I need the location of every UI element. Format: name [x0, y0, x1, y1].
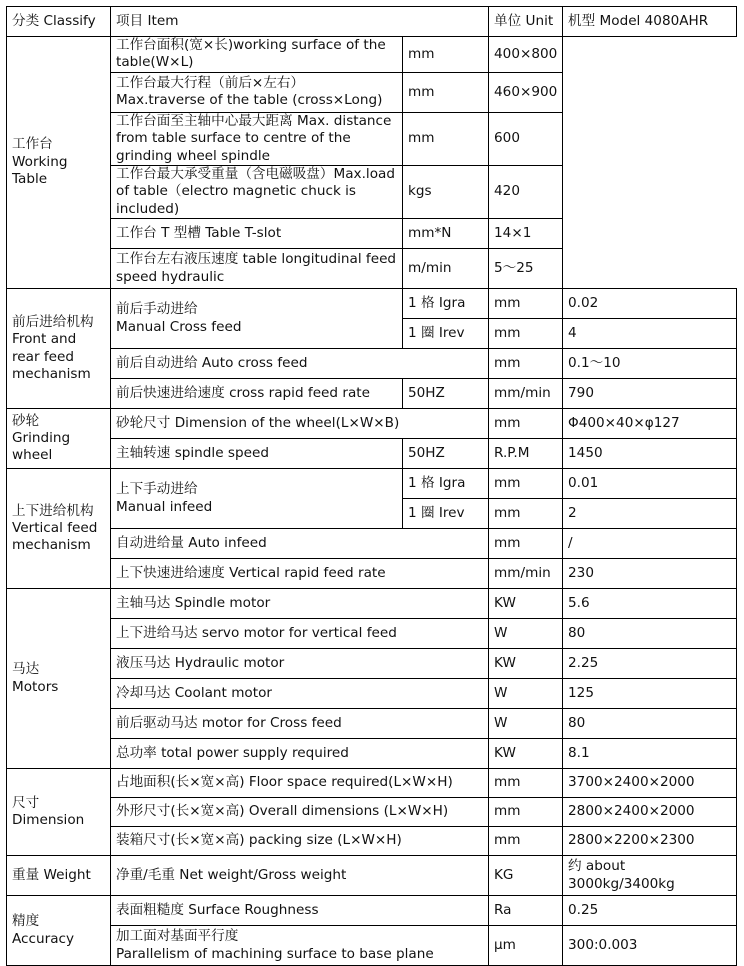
value-cell: 300:0.003: [563, 926, 737, 966]
item-cell: 工作台左右液压速度 table longitudinal feed speed hydraulic: [111, 249, 403, 289]
category-label: Table: [12, 171, 48, 188]
unit-cell: W: [489, 709, 563, 739]
category-label: mechanism: [12, 537, 91, 554]
category-label: 工作台: [12, 136, 53, 153]
table-row: [7, 619, 737, 649]
value-cell: 0.25: [563, 896, 737, 926]
unit-cell: R.P.M: [489, 439, 563, 469]
table-row: [7, 349, 737, 379]
table-row: [7, 439, 737, 469]
value-cell: 4: [563, 319, 737, 349]
unit-cell: W: [489, 619, 563, 649]
category-cell: [7, 469, 111, 589]
value-cell: 420: [489, 165, 563, 218]
table-row: [7, 827, 737, 856]
unit-cell: KW: [489, 649, 563, 679]
spec-sheet: [6, 6, 737, 966]
value-cell: 125: [563, 679, 737, 709]
table-row: [7, 589, 737, 619]
category-label: 上下进给机构: [12, 502, 94, 519]
category-cell: [7, 856, 111, 896]
table-row: [7, 249, 737, 289]
item-cell: 净重/毛重 Net weight/Gross weight: [111, 856, 489, 896]
item-cell: 液压马达 Hydraulic motor: [111, 649, 489, 679]
sub-spec-cell: 50HZ: [403, 379, 489, 409]
item-cell: 前后自动进给 Auto cross feed: [111, 349, 489, 379]
table-row: [7, 679, 737, 709]
table-row: [7, 798, 737, 827]
item-cell: 前后驱动马达 motor for Cross feed: [111, 709, 489, 739]
category-label: Motors: [12, 678, 59, 695]
table-row: [7, 37, 737, 73]
unit-cell: mm: [489, 349, 563, 379]
table-row: [7, 379, 737, 409]
category-label: Grinding: [12, 429, 71, 446]
item-cell: 前后快速进给速度 cross rapid feed rate: [111, 379, 403, 409]
category-cell: [7, 37, 111, 289]
value-cell: 600: [489, 112, 563, 165]
unit-cell: mm/min: [489, 559, 563, 589]
unit-cell: mm: [403, 112, 489, 165]
table-row: [7, 896, 737, 926]
sub-spec-cell: 1 格 Igra: [403, 289, 489, 319]
item-cell: 工作台面积(宽×长)working surface of the table(W×L): [111, 37, 403, 73]
table-row: [7, 529, 737, 559]
unit-cell: mm: [403, 37, 489, 73]
table-row: [7, 559, 737, 589]
value-cell: /: [563, 529, 737, 559]
item-cell: 上下快速进给速度 Vertical rapid feed rate: [111, 559, 489, 589]
value-cell: 8.1: [563, 739, 737, 769]
category-cell: [7, 589, 111, 769]
unit-cell: kgs: [403, 165, 489, 218]
value-cell: Φ400×40×φ127: [563, 409, 737, 439]
value-cell: 2.25: [563, 649, 737, 679]
category-label: mechanism: [12, 366, 91, 383]
category-label: rear feed: [12, 348, 75, 365]
value-cell: 3700×2400×2000: [563, 769, 737, 798]
header-unit: 单位 Unit: [489, 7, 563, 37]
category-cell: [7, 289, 111, 409]
category-cell: [7, 896, 111, 966]
table-row: [7, 165, 737, 218]
value-cell: 80: [563, 709, 737, 739]
category-label: 精度: [12, 913, 40, 930]
table-row: [7, 409, 737, 439]
value-cell: 2800×2400×2000: [563, 798, 737, 827]
table-row: [7, 469, 737, 499]
value-cell: 5.6: [563, 589, 737, 619]
item-cell: 总功率 total power supply required: [111, 739, 489, 769]
item-cell: 占地面积(长×宽×高) Floor space required(L×W×H): [111, 769, 489, 798]
value-cell: 1450: [563, 439, 737, 469]
table-row: [7, 709, 737, 739]
table-row: [7, 739, 737, 769]
value-cell: 0.01: [563, 469, 737, 499]
item-cell: 自动进给量 Auto infeed: [111, 529, 489, 559]
unit-cell: mm*N: [403, 219, 489, 249]
item-cell: 工作台 T 型槽 Table T-slot: [111, 219, 403, 249]
category-cell: [7, 409, 111, 469]
item-cell: 外形尺寸(长×宽×高) Overall dimensions (L×W×H): [111, 798, 489, 827]
table-row: [7, 219, 737, 249]
table-row: [7, 926, 737, 966]
header-classify: 分类 Classify: [7, 7, 111, 37]
item-cell: 主轴马达 Spindle motor: [111, 589, 489, 619]
item-cell: 加工面对基面平行度 Parallelism of machining surface to base plane: [111, 926, 489, 966]
category-label: Vertical feed: [12, 519, 98, 536]
unit-cell: µm: [489, 926, 563, 966]
unit-cell: mm: [489, 409, 563, 439]
item-cell: 工作台面至主轴中心最大距离 Max. distance from table surface to centre of the grinding wheel spindle: [111, 112, 403, 165]
item-cell: 前后手动进给 Manual Cross feed: [111, 289, 403, 349]
table-row: [7, 112, 737, 165]
unit-cell: m/min: [403, 249, 489, 289]
category-cell: [7, 769, 111, 856]
value-cell: 790: [563, 379, 737, 409]
category-label: 重量 Weight: [12, 866, 91, 883]
category-label: Dimension: [12, 812, 85, 829]
table-row: [7, 289, 737, 319]
value-cell: 0.02: [563, 289, 737, 319]
table-row: [7, 769, 737, 798]
value-cell: 2: [563, 499, 737, 529]
unit-cell: KW: [489, 739, 563, 769]
unit-cell: mm: [489, 499, 563, 529]
sub-spec-cell: 1 圈 Irev: [403, 499, 489, 529]
sub-spec-cell: 50HZ: [403, 439, 489, 469]
table-row: [7, 649, 737, 679]
value-cell: 0.1～10: [563, 349, 737, 379]
category-label: 尺寸: [12, 794, 40, 811]
unit-cell: Ra: [489, 896, 563, 926]
unit-cell: KW: [489, 589, 563, 619]
item-cell: 装箱尺寸(长×宽×高) packing size (L×W×H): [111, 827, 489, 856]
value-cell: 230: [563, 559, 737, 589]
category-label: 前后进给机构: [12, 313, 94, 330]
unit-cell: mm: [489, 769, 563, 798]
category-label: Working: [12, 153, 68, 170]
unit-cell: mm: [489, 469, 563, 499]
header-model: 机型 Model 4080AHR: [563, 7, 737, 37]
sub-spec-cell: 1 圈 Irev: [403, 319, 489, 349]
value-cell: 460×900: [489, 72, 563, 112]
item-cell: 工作台最大行程（前后×左右） Max.traverse of the table (cross×Long): [111, 72, 403, 112]
item-cell: 主轴转速 spindle speed: [111, 439, 403, 469]
category-label: Front and: [12, 331, 77, 348]
unit-cell: mm: [489, 319, 563, 349]
header-row: [7, 7, 737, 37]
sub-spec-cell: 1 格 Igra: [403, 469, 489, 499]
value-cell: 约 about 3000kg/3400kg: [563, 856, 737, 896]
category-label: 砂轮: [12, 412, 40, 429]
category-label: wheel: [12, 447, 53, 464]
unit-cell: mm: [489, 827, 563, 856]
value-cell: 2800×2200×2300: [563, 827, 737, 856]
item-cell: 砂轮尺寸 Dimension of the wheel(L×W×B): [111, 409, 489, 439]
unit-cell: W: [489, 679, 563, 709]
value-cell: 5～25: [489, 249, 563, 289]
unit-cell: KG: [489, 856, 563, 896]
item-cell: 上下手动进给 Manual infeed: [111, 469, 403, 529]
table-row: [7, 856, 737, 896]
unit-cell: mm: [489, 529, 563, 559]
unit-cell: mm: [489, 289, 563, 319]
unit-cell: mm: [403, 72, 489, 112]
unit-cell: mm/min: [489, 379, 563, 409]
unit-cell: mm: [489, 798, 563, 827]
item-cell: 上下进给马达 servo motor for vertical feed: [111, 619, 489, 649]
category-label: Accuracy: [12, 930, 75, 947]
item-cell: 表面粗糙度 Surface Roughness: [111, 896, 489, 926]
item-cell: 工作台最大承受重量（含电磁吸盘）Max.load of table（electro magnetic chuck is included): [111, 165, 403, 218]
table-row: [7, 72, 737, 112]
spec-table: [6, 6, 737, 966]
value-cell: 80: [563, 619, 737, 649]
value-cell: 14×1: [489, 219, 563, 249]
value-cell: 400×800: [489, 37, 563, 73]
category-label: 马达: [12, 661, 40, 678]
item-cell: 冷却马达 Coolant motor: [111, 679, 489, 709]
header-item: 项目 Item: [111, 7, 489, 37]
